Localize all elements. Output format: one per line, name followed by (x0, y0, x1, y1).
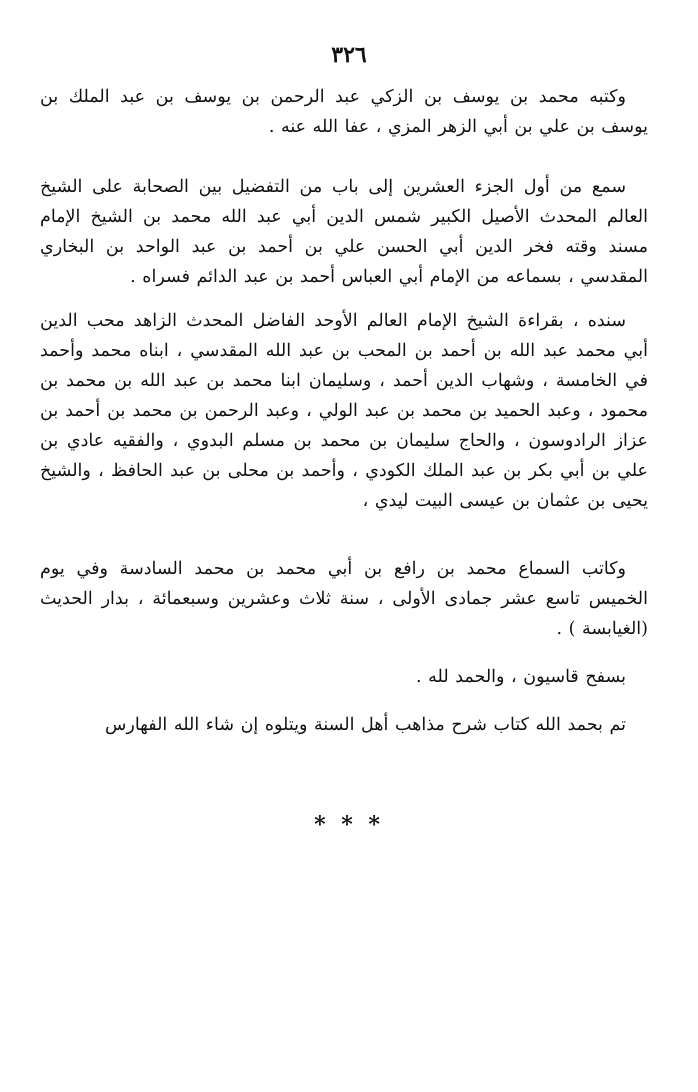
paragraph-chain: سنده ، بقراءة الشيخ الإمام العالم الأوحد الفاضل المحدث الزاهد محب الدين أبي محمد عبد الله بن أحمد بن المحب بن عبد الله المقدسي ، ابناه محمد وأحمد في الخامسة ، وشهاب الدين أحمد ، وسليمان ابنا محمد بن عبد الله بن محمد بن محمود ، وعبد الحميد بن محمد بن عبد الولي ، وعبد الرحمن بن محمد بن أحمد بن عزاز الرادوسون ، والحاج سليمان بن محمد بن مسلم البدوي ، والفقيه عادي بن علي بن أبي بكر بن عبد الملك الكودي ، وأحمد بن محلى بن عبد الحافظ ، والشيخ يحيى بن عثمان بن عيسى البيت ليدي ، (40, 311, 648, 511)
paragraph-colophon: تم بحمد الله كتاب شرح مذاهب أهل السنة ويتلوه إن شاء الله الفهارس (105, 715, 626, 735)
paragraph-scribe: وكتبه محمد بن يوسف بن الزكي عبد الرحمن بن يوسف بن عبد الملك بن يوسف بن علي بن أبي الزهر المزي ، عفا الله عنه . (40, 87, 648, 137)
paragraph-audition: سمع من أول الجزء العشرين إلى باب من التفضيل بين الصحابة على الشيخ العالم المحدث الأصيل الكبير شمس الدين أبي عبد الله محمد بن الشيخ الإمام مسند وقته فخر الدين أبي الحسن علي بن أحمد بن عبد الواحد بن البخاري المقدسي ، بسماعه من الإمام أبي العباس أحمد بن عبد الدائم فسراه . (40, 177, 648, 287)
section-separator: * * * (314, 812, 384, 838)
paragraph-location: بسفح قاسيون ، والحمد لله . (416, 667, 626, 687)
page-number: ٣٢٦ (331, 42, 367, 68)
paragraph-recorder: وكاتب السماع محمد بن رافع بن أبي محمد بن محمد السادسة وفي يوم الخميس تاسع عشر جمادى الأولى ، سنة ثلاث وعشرين وسبعمائة ، بدار الحديث (الغيابسة ) . (40, 559, 648, 639)
